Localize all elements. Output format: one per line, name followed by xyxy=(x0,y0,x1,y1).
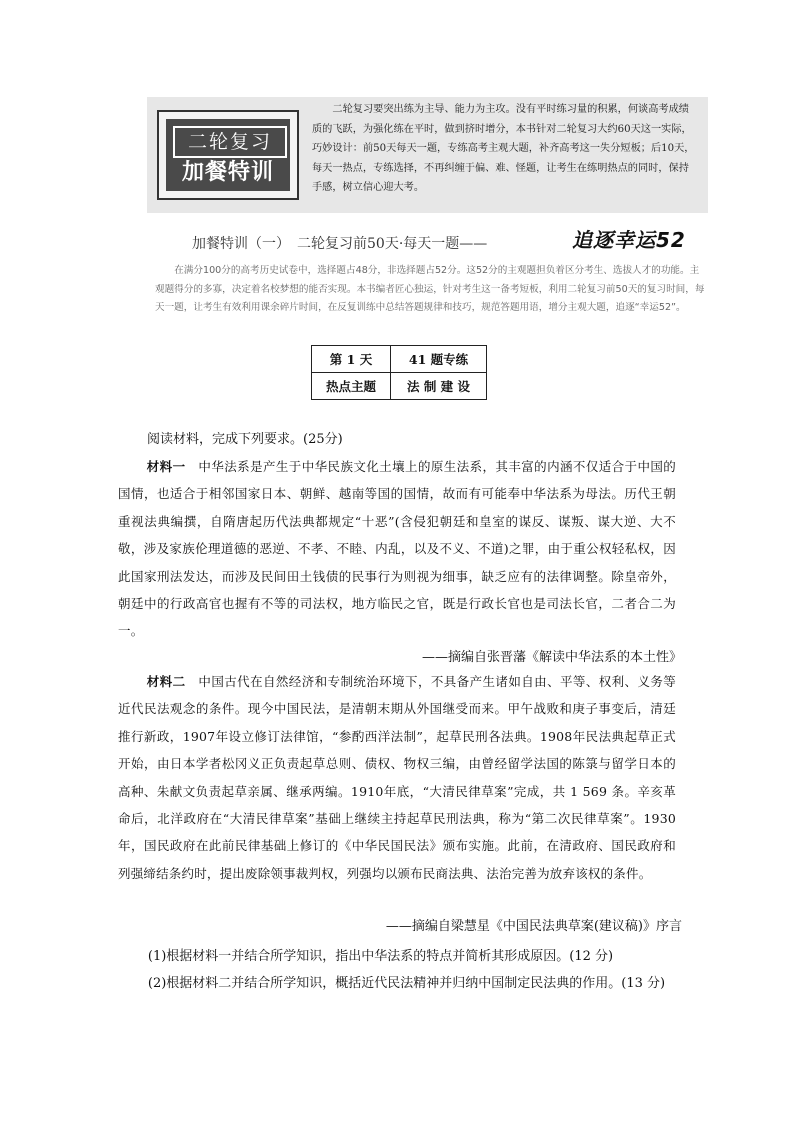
badge-frame xyxy=(157,110,299,200)
question-type-cell: 41 题专练 xyxy=(391,346,487,373)
topic-value-cell: 法 制 建 设 xyxy=(391,373,487,400)
table-row xyxy=(312,346,487,373)
badge-bottom-text: 加餐特训 xyxy=(181,160,274,185)
section-title: 加餐特训（一） 二轮复习前50天·每天一题—— xyxy=(192,236,488,252)
badge-top-text: 二轮复习 xyxy=(173,126,287,158)
material-one-text: 中华法系是产生于中华民族文化土壤上的原生法系，其丰富的内涵不仅适合于中国的国情，也适合于相邻国家日本、朝鲜、越南等国的国情，故而有可能奉中华法系为母法。历代王朝重视法典编撰，自隋唐起历代法典都规定“十恶”(含侵犯朝廷和皇室的谋反、谋叛、谋大逆、大不敬，涉及家族伦理道德的恶逆、不孝、不睦、内乱，以及不义、不道)之罪，由于重公权轻私权，因此国家刑法发达，而涉及民间田土钱债的民事行为则视为细事，缺乏应有的法律调整。除皇帝外，朝廷中的行政高官也握有不等的司法权，地方临民之官，既是行政长官也是司法长官，二者合二为一。 xyxy=(118,459,676,639)
material-one-label: 材料一 xyxy=(146,459,186,474)
material-two-label: 材料二 xyxy=(146,674,186,689)
topic-table xyxy=(311,345,487,400)
banner-text: 二轮复习要突出练为主导、能力为主攻。没有平时练习量的积累，何谈高考成绩质的飞跃，为强化练在平时，做到挤时增分，本书针对二轮复习大约60天这一实际，巧妙设计：前50天每天一题，专练高考主观大题，补齐高考这一失分短板；后10天，每天一热点，专练选择，不再纠缠于偏、难、怪题，让考生在练明热点的同时，保持手感，树立信心迎大考。 xyxy=(312,104,695,194)
question-two: (2)根据材料二并结合所学知识，概括近代民法精神并归纳中国制定民法典的作用。(13 分) xyxy=(147,976,666,991)
question-one: (1)根据材料一并结合所学知识，指出中华法系的特点并简析其形成原因。(12 分) xyxy=(147,949,614,964)
topic-label-cell: 热点主题 xyxy=(312,373,391,400)
material-two xyxy=(118,668,676,887)
logo-text: 追逐幸运52 xyxy=(572,228,686,252)
material-one xyxy=(118,453,676,645)
material-two-source: ——摘编自梁慧星《中国民法典草案(建议稿)》序言 xyxy=(385,919,682,934)
question-instruction: 阅读材料，完成下列要求。(25分) xyxy=(147,432,343,447)
day-cell: 第 1 天 xyxy=(312,346,391,373)
lucky-52-logo xyxy=(572,224,690,250)
material-one-source: ——摘编自张晋藩《解读中华法系的本土性》 xyxy=(421,650,682,665)
table-row xyxy=(312,373,487,400)
badge xyxy=(166,119,290,191)
section-intro: 在满分100分的高考历史试卷中，选择题占48分，非选择题占52分。这52分的主观题担负着区分考生、选拔人才的功能。主观题得分的多寡，决定着名校梦想的能否实现。本书编者匠心独运，针对考生这一备考短板，利用二轮复习前50天的复习时间，每天一题，让考生有效利用课余碎片时间，在反复训练中总结答题规律和技巧，规范答题用语，增分主观大题，追逐“幸运52”。 xyxy=(155,265,705,314)
material-two-text: 中国古代在自然经济和专制统治环境下，不具备产生诸如自由、平等、权利、义务等近代民法观念的条件。现今中国民法，是清朝末期从外国继受而来。甲午战败和庚子事变后，清廷推行新政，1907年设立修订法律馆，“参酌西洋法制”，起草民刑各法典。1908年民法典起草正式开始，由日本学者松冈义正负责起草总则、债权、物权三编，由曾经留学法国的陈箓与留学日本的高种、朱献文负责起草亲属、继承两编。1910年底，“大清民律草案”完成，共 1 569 条。辛亥革命后，北洋政府在“大清民律草案”基础上继续主持起草民刑法典，称为“第二次民律草案”。1930 年，国民政府在此前民律基础上修订的《中华民国民法》颁布实施。此前，在清政府、国民政府和列强缔结条约时，提出废除领事裁判权，列强均以颁布民商法典、法治完善为放弃该权的条件。 xyxy=(118,674,676,881)
